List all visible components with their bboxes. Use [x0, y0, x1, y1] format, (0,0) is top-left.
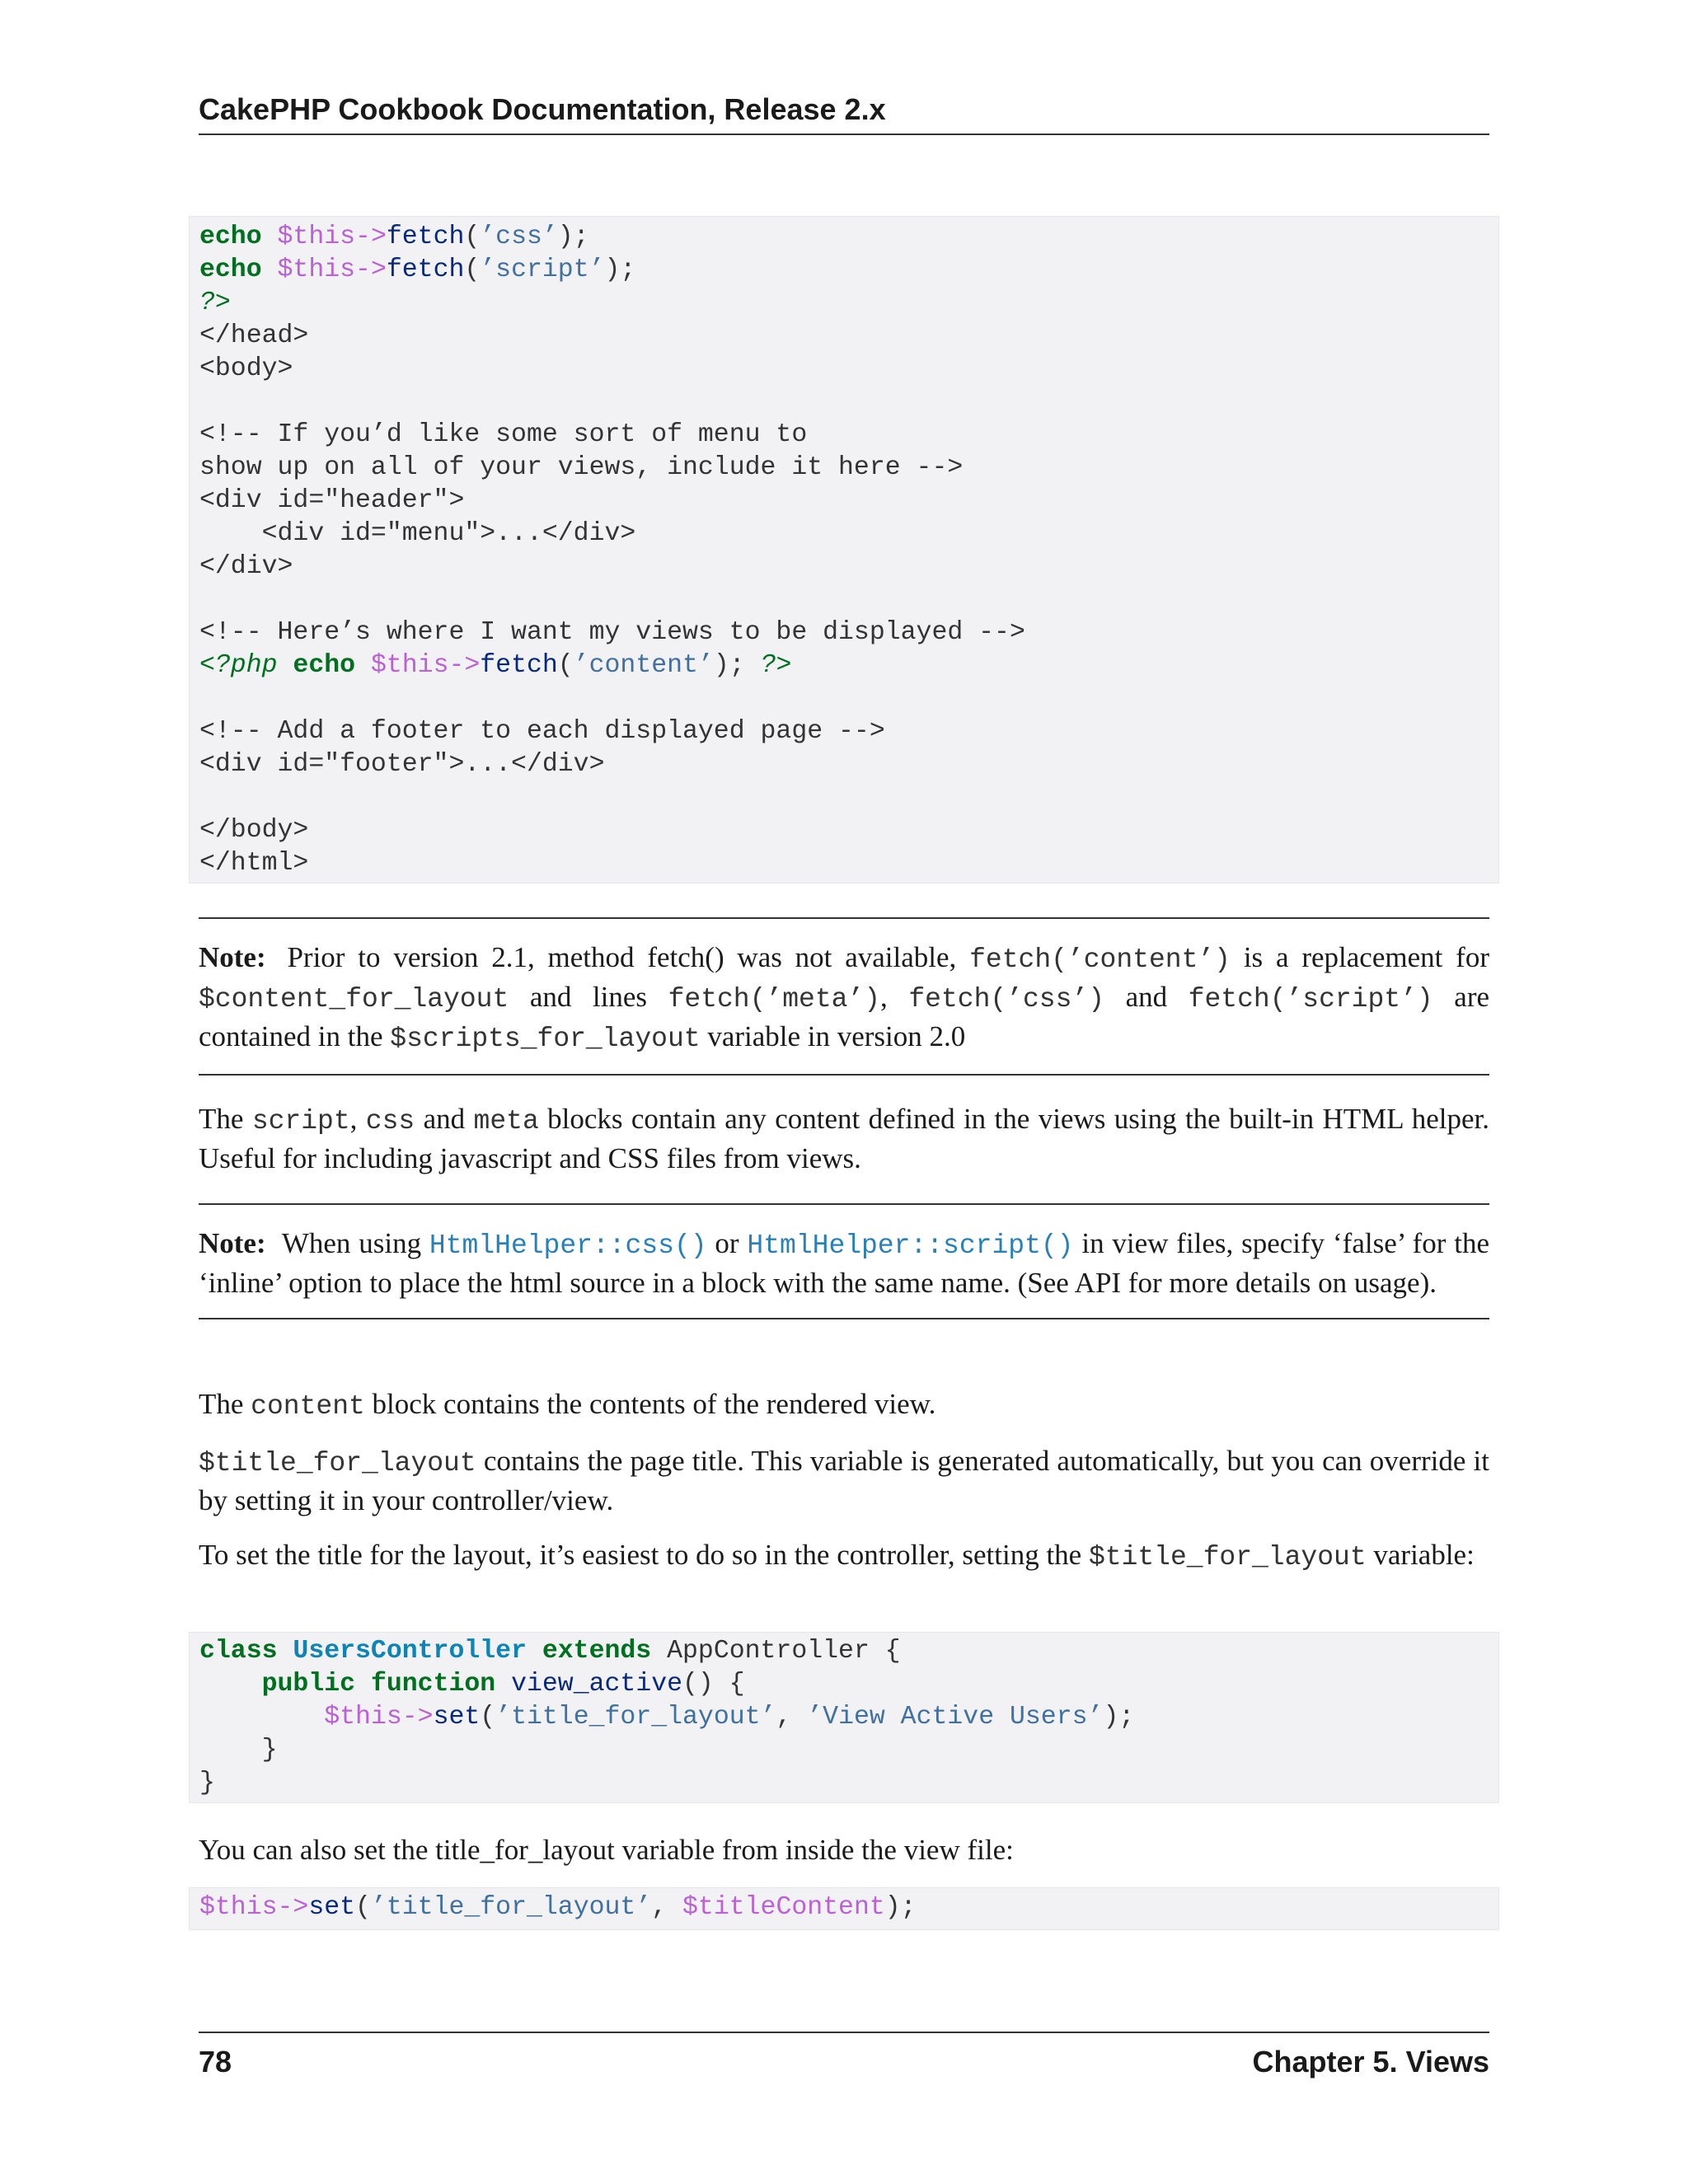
code-line: echo $this->fetch(’script’);	[199, 255, 636, 284]
code-line: echo $this->fetch(’css’);	[199, 223, 589, 251]
link-htmlhelper-script[interactable]: HtmlHelper::script()	[747, 1230, 1074, 1261]
header-title: CakePHP Cookbook Documentation, Release 2.x	[199, 92, 886, 126]
link-htmlhelper-css[interactable]: HtmlHelper::css()	[429, 1230, 707, 1261]
code-line: }	[261, 1736, 278, 1765]
code-line: $this->set(’title_for_layout’, $titleContent);	[199, 1893, 917, 1922]
note-fetch: Note: Prior to version 2.1, method fetch() was not available, fetch(’content’) is a replacement for $content_for_layout and lines fetch(’meta’), fetch(’css’) and fetch(’script’) are contained in the $scripts_for_layout variable in version 2.0	[199, 917, 1489, 1076]
code-block-view	[189, 1887, 1499, 1930]
code-line: $this->set(’title_for_layout’, ’View Active Users’);	[324, 1703, 1135, 1732]
code-line: <?php echo $this->fetch(’content’); ?>	[199, 651, 792, 680]
page-footer	[199, 2032, 1489, 2079]
code-comment: <!-- If you’d like some sort of menu to	[199, 420, 808, 449]
paragraph-view-file: You can also set the title_for_layout variable from inside the view file:	[199, 1834, 1014, 1866]
code-line: <body>	[199, 354, 293, 383]
code-comment: show up on all of your views, include it here -->	[199, 453, 964, 482]
page-header	[199, 92, 1489, 135]
code-line: </html>	[199, 849, 309, 878]
code-line: <div id="menu">...</div>	[199, 519, 636, 548]
note-label: Note:	[199, 1227, 266, 1259]
code-comment: <!-- Here’s where I want my views to be displayed -->	[199, 618, 1025, 647]
code-line: <div id="header">	[199, 486, 465, 515]
code-line: public function view_active() {	[261, 1670, 745, 1699]
paragraph-blocks: The script, css and meta blocks contain any content defined in the views using the built-in HTML helper. Useful for including javascript and CSS files from views.	[199, 1103, 1490, 1174]
code-line: </div>	[199, 552, 293, 581]
code-line: }	[199, 1769, 215, 1797]
paragraph-content-block: The content block contains the contents of the rendered view.	[199, 1388, 936, 1422]
code-block-layout	[189, 216, 1499, 883]
code-line: ?>	[199, 288, 231, 317]
page-number: 78	[199, 2045, 232, 2079]
paragraph-title-for-layout: $title_for_layout contains the page title. This variable is generated automatically, but you can override it by setting it in your controller/view.	[199, 1445, 1490, 1516]
code-line: class UsersController extends AppController {	[199, 1637, 901, 1666]
code-comment: <!-- Add a footer to each displayed page -->	[199, 717, 885, 746]
code-line: <div id="footer">...</div>	[199, 750, 605, 779]
note-label: Note:	[199, 941, 266, 973]
paragraph-set-title: To set the title for the layout, it’s easiest to do so in the controller, setting the $title_for_layout variable:	[199, 1539, 1475, 1572]
code-block-controller	[189, 1632, 1499, 1803]
code-line: </body>	[199, 816, 309, 845]
chapter-title: Chapter 5. Views	[1252, 2045, 1489, 2079]
code-line: </head>	[199, 321, 309, 350]
note-htmlhelper: Note: When using HtmlHelper::css() or HtmlHelper::script() in view files, specify ‘false’ for the ‘inline’ option to place the html source in a block with the same name. (See API for more details on usage).	[199, 1203, 1489, 1319]
